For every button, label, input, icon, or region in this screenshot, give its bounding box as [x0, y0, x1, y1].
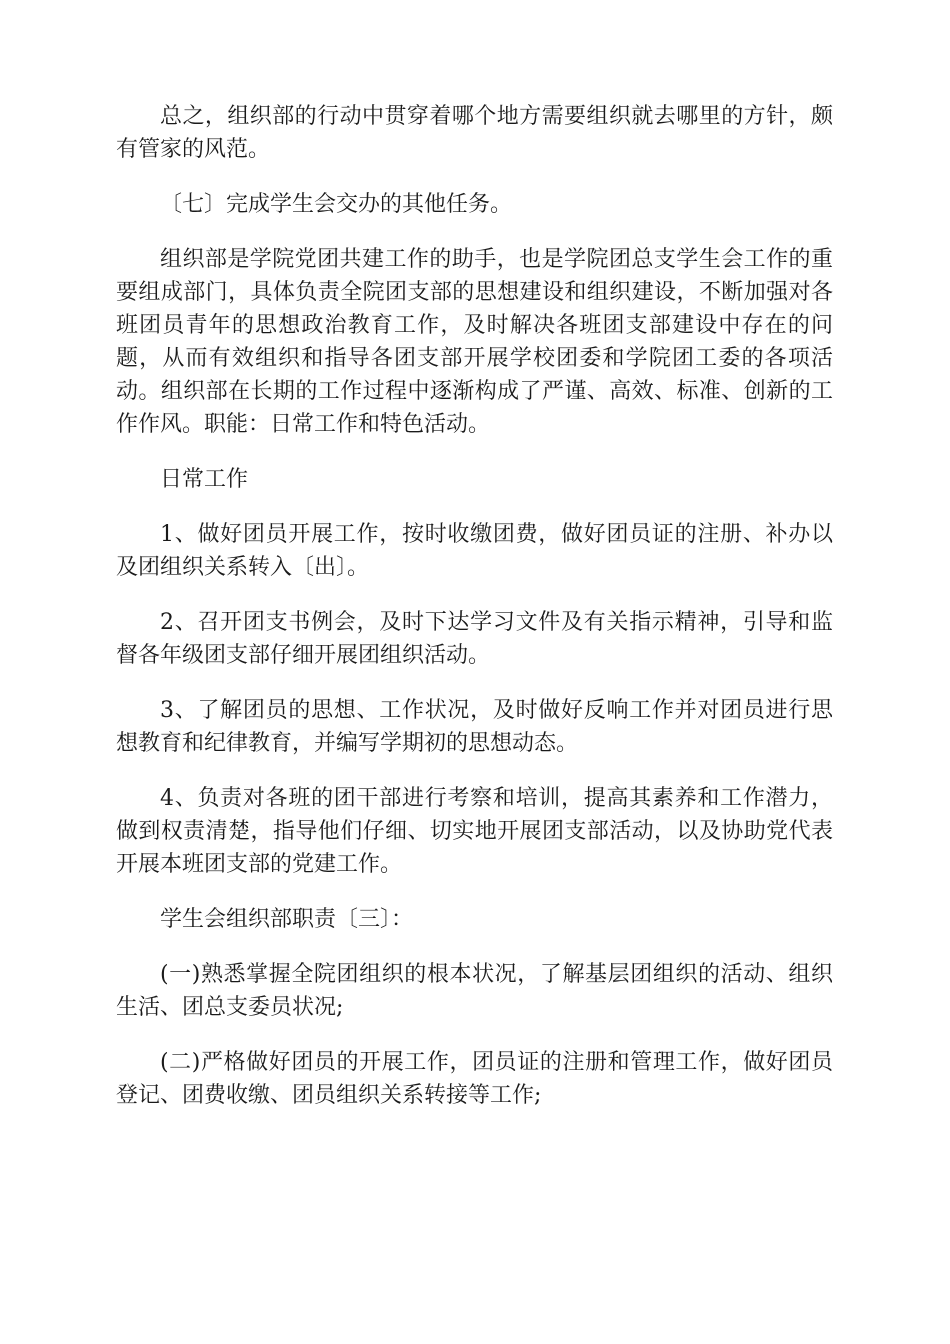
list-item-4: 4、负责对各班的团干部进行考察和培训，提高其素养和工作潜力，做到权责清楚，指导他们仔细、切实地开展团支部活动，以及协助党代表开展本班团支部的党建工作。	[116, 786, 833, 877]
section-heading-daily-work: 日常工作	[160, 467, 249, 492]
duty-item-1: (一)熟悉掌握全院团组织的根本状况，了解基层团组织的活动、组织生活、团总支委员状况;	[116, 962, 833, 1020]
paragraph-item-seven: 〔七〕完成学生会交办的其他任务。	[160, 192, 513, 217]
list-item-2: 2、召开团支书例会，及时下达学习文件及有关指示精神，引导和监督各年级团支部仔细开展团组织活动。	[116, 610, 833, 668]
duty-item-2: (二)严格做好团员的开展工作，团员证的注册和管理工作，做好团员登记、团费收缴、团员组织关系转接等工作;	[116, 1050, 833, 1108]
paragraph-conclusion: 总之，组织部的行动中贯穿着哪个地方需要组织就去哪里的方针，颇有管家的风范。	[116, 104, 833, 162]
section-heading-duties-three: 学生会组织部职责〔三〕：	[160, 907, 414, 932]
list-item-3: 3、了解团员的思想、工作状况，及时做好反响工作并对团员进行思想教育和纪律教育，并编写学期初的思想动态。	[116, 698, 833, 756]
list-item-1: 1、做好团员开展工作，按时收缴团费，做好团员证的注册、补办以及团组织关系转入〔出〕。	[116, 522, 833, 580]
paragraph-department-intro: 组织部是学院党团共建工作的助手，也是学院团总支学生会工作的重要组成部门，具体负责全院团支部的思想建设和组织建设，不断加强对各班团员青年的思想政治教育工作，及时解决各班团支部建设中存在的问题，从而有效组织和指导各团支部开展学校团委和学院团工委的各项活动。组织部在长期的工作过程中逐渐构成了严谨、高效、标准、创新的工作作风。职能：日常工作和特色活动。	[116, 247, 833, 437]
document-page	[116, 100, 833, 1134]
